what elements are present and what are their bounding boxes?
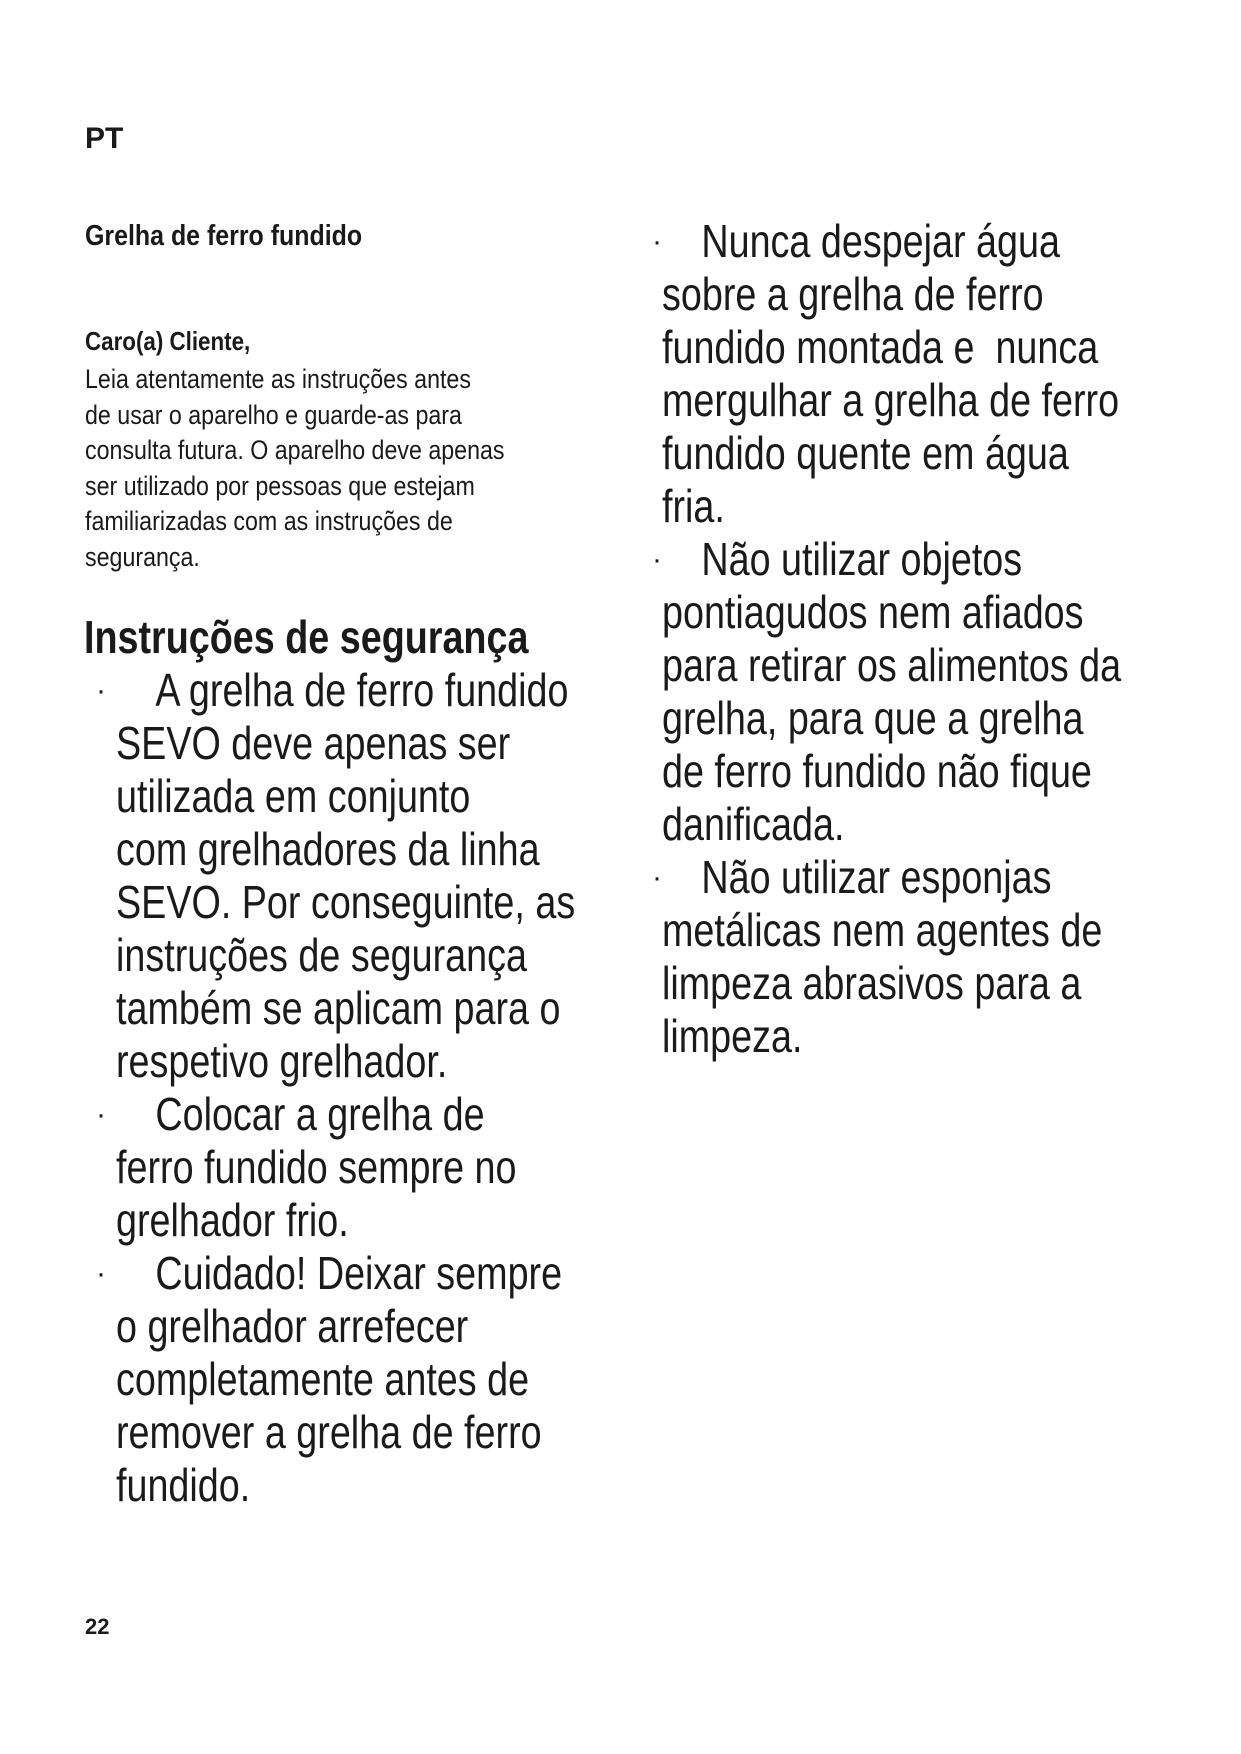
text-line: fundido.: [116, 1459, 251, 1511]
text-line: de ferro fundido não fique: [662, 745, 1092, 797]
bullet-icon: ·: [96, 1257, 106, 1290]
safety-item-text: [116, 1088, 575, 1247]
safety-list-right: [652, 215, 1222, 1063]
text-line: utilizada em conjunto: [116, 770, 471, 822]
intro-line: de usar o aparelho e guarde-as para: [85, 399, 462, 430]
text-line: completamente antes de: [116, 1353, 530, 1405]
text-line: ferro fundido sempre no: [116, 1141, 517, 1193]
intro-paragraph: [85, 362, 549, 575]
language-code: PT: [85, 122, 124, 155]
text-line: limpeza.: [662, 1010, 803, 1062]
text-line: o grelhador arrefecer: [116, 1300, 469, 1352]
intro-line: ser utilizado por pessoas que estejam: [85, 470, 475, 501]
safety-item: [652, 851, 1222, 1063]
intro-line: consulta futura. O aparelho deve apenas: [85, 435, 505, 465]
text-line: Cuidado! Deixar sempre: [155, 1247, 563, 1299]
safety-item-text: [116, 664, 575, 1088]
safety-list-left: [96, 664, 676, 1512]
text-line: instruções de segurança: [116, 929, 527, 981]
text-line: Não utilizar objetos: [701, 533, 1023, 585]
safety-item: [652, 215, 1222, 533]
safety-item-text: [662, 215, 1121, 533]
text-line: SEVO. Por conseguinte, as: [116, 876, 576, 928]
text-line: para retirar os alimentos da: [662, 639, 1122, 691]
safety-item-text: [662, 851, 1121, 1063]
safety-item: [652, 533, 1222, 851]
greeting: Caro(a) Cliente,: [85, 326, 251, 356]
intro-line: familiarizadas com as instruções de: [85, 506, 453, 536]
text-line: danificada.: [662, 798, 845, 850]
bullet-icon: ·: [652, 225, 662, 258]
text-line: Colocar a grelha de: [155, 1088, 485, 1140]
bullet-icon: ·: [96, 1098, 106, 1131]
text-line: SEVO deve apenas ser: [116, 717, 511, 769]
text-line: fundido quente em água: [662, 427, 1069, 479]
text-line: Não utilizar esponjas: [701, 851, 1052, 903]
text-line: limpeza abrasivos para a: [662, 957, 1082, 1009]
product-title: Grelha de ferro fundido: [85, 220, 363, 252]
safety-item-text: [116, 1247, 575, 1512]
page-number: 22: [85, 1614, 110, 1639]
text-line: mergulhar a grelha de ferro: [662, 374, 1120, 426]
text-line: metálicas nem agentes de: [662, 904, 1103, 956]
text-line: grelha, para que a grelha: [662, 692, 1084, 744]
safety-item: [96, 664, 676, 1088]
safety-heading: Instruções de segurança: [84, 611, 529, 663]
intro-line: Leia atentamente as instruções antes: [85, 364, 471, 394]
text-line: grelhador frio.: [116, 1194, 349, 1246]
bullet-icon: ·: [96, 674, 106, 707]
bullet-icon: ·: [652, 543, 662, 576]
text-line: com grelhadores da linha: [116, 823, 540, 875]
safety-item: [96, 1088, 676, 1247]
text-line: remover a grelha de ferro: [116, 1406, 542, 1458]
text-line: também se aplicam para o: [116, 982, 561, 1034]
text-line: fundido montada e nunca: [662, 321, 1099, 373]
text-line: sobre a grelha de ferro: [662, 268, 1044, 320]
safety-item: [96, 1247, 676, 1512]
text-line: A grelha de ferro fundido: [155, 664, 569, 716]
intro-line: segurança.: [85, 541, 200, 572]
bullet-icon: ·: [652, 861, 662, 894]
text-line: Nunca despejar água: [701, 215, 1060, 267]
safety-item-text: [662, 533, 1121, 851]
text-line: respetivo grelhador.: [116, 1035, 448, 1087]
text-line: fria.: [662, 480, 725, 532]
text-line: pontiagudos nem afiados: [662, 586, 1084, 638]
